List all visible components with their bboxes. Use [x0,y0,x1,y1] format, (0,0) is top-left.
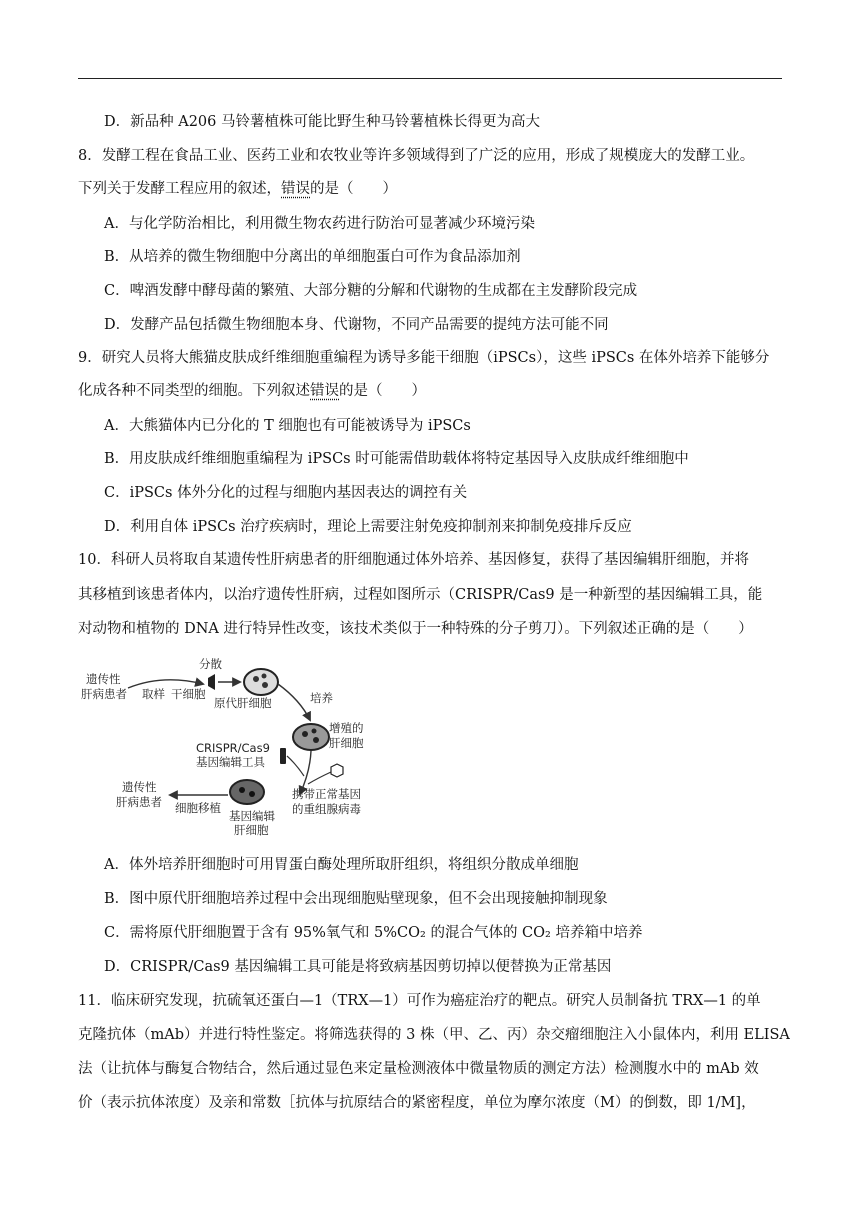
arrow-virus [308,772,331,784]
q9-option-d[interactable]: D．利用自体 iPSCs 治疗疾病时，理论上需要注射免疫抑制剂来抑制免疫排斥反应 [104,519,632,535]
q11-line3: 法（让抗体与酶复合物结合，然后通过显色来定量检测液体中微量物质的测定方法）检测腹水中的 mAb 效 [78,1061,759,1077]
transplant-label: 细胞移植 [175,801,221,815]
q10-option-a[interactable]: A．体外培养肝细胞时可用胃蛋白酶处理所取肝组织，将组织分散成单细胞 [104,857,579,873]
q9-option-a[interactable]: A．大熊猫体内已分化的 T 细胞也有可能被诱导为 iPSCs [104,418,471,434]
q10-stem-line2: 其移植到该患者体内，以治疗遗传性肝病，过程如图所示（CRISPR/Cas9 是一种新型的基因编辑工具，能 [78,587,763,603]
proliferated-label-b: 肝细胞 [329,736,364,750]
q11-line1: 11．临床研究发现，抗硫氧还蛋白—1（TRX—1）可作为癌症治疗的靶点。研究人员制备抗 TRX—1 的单 [78,993,761,1009]
arrow-crispr [287,756,304,776]
q8-option-d[interactable]: D．发酵产品包括微生物细胞本身、代谢物，不同产品需要的提纯方法可能不同 [104,317,609,333]
q8-stem-line2: 下列关于发酵工程应用的叙述，错误的是（ ） [78,181,397,197]
q9-stem-line2: 化成各种不同类型的细胞。下列叙述错误的是（ ） [78,383,426,399]
q8-option-c[interactable]: C．啤酒发酵中酵母菌的繁殖、大部分糖的分解和代谢物的生成都在主发酵阶段完成 [104,283,638,299]
arrow-culture [278,684,310,720]
q9-option-b[interactable]: B．用皮肤成纤维细胞重编程为 iPSCs 时可能需借助载体将特定基因导入皮肤成纤维细胞中 [104,451,689,467]
crispr-label-a: CRISPR/Cas9 [196,741,270,755]
q8-option-b[interactable]: B．从培养的微生物细胞中分离出的单细胞蛋白可作为食品添加剂 [104,249,521,265]
q7-option-d[interactable]: D．新品种 A206 马铃薯植株可能比野生种马铃薯植株长得更为高大 [104,114,540,130]
header-rule [78,78,782,79]
edited-dish-icon [230,780,264,804]
sampling-label: 取样 [142,687,165,701]
patient-label-1b: 肝病患者 [81,687,127,701]
patient-label-2a: 遗传性 [122,780,157,794]
q10-option-b[interactable]: B．图中原代肝细胞培养过程中会出现细胞贴壁现象，但不会出现接触抑制现象 [104,891,608,907]
emphasis-wrong: 错误 [310,383,339,399]
q8-stem-line1: 8．发酵工程在食品工业、医药工业和农牧业等许多领域得到了广泛的应用，形成了规模庞大的发酵工业。 [78,148,755,164]
q8-option-a[interactable]: A．与化学防治相比，利用微生物农药进行防治可显著减少环境污染 [104,216,535,232]
virus-icon [331,764,343,777]
patient-label-2b: 肝病患者 [116,795,162,809]
q10-stem-line3: 对动物和植物的 DNA 进行特异性改变，该技术类似于一种特殊的分子剪刀）。下列叙述正确的是（ ） [78,621,753,637]
gene-editing-diagram [78,652,408,842]
q9-option-c[interactable]: C．iPSCs 体外分化的过程与细胞内基因表达的调控有关 [104,485,468,501]
culture-label: 培养 [310,691,333,705]
proliferated-dish-icon [293,724,329,750]
patient-label-1a: 遗传性 [86,672,121,686]
edited-label-a: 基因编辑 [229,809,275,823]
q10-option-c[interactable]: C．需将原代肝细胞置于含有 95%氧气和 5%CO₂ 的混合气体的 CO₂ 培养箱中培养 [104,925,643,941]
edited-label-b: 肝细胞 [234,823,269,837]
virus-label-b: 的重组腺病毒 [292,802,361,816]
emphasis-wrong: 错误 [281,181,310,197]
virus-label-a: 携带正常基因 [292,787,361,801]
disperse-label: 分散 [199,657,222,671]
crispr-label-b: 基因编辑工具 [196,755,265,769]
q9-stem-line1: 9．研究人员将大熊猫皮肤成纤维细胞重编程为诱导多能干细胞（iPSCs），这些 iPSCs 在体外培养下能够分 [78,350,770,366]
q10-option-d[interactable]: D．CRISPR/Cas9 基因编辑工具可能是将致病基因剪切掉以便替换为正常基因 [104,959,612,975]
primary-dish-icon [244,669,278,695]
q11-line4: 价（表示抗体浓度）及亲和常数［抗体与抗原结合的紧密程度，单位为摩尔浓度（M）的倒数，即 1/M]， [78,1095,756,1111]
crispr-tool-icon [280,748,286,764]
stem-cell-label: 干细胞 [171,687,206,701]
q11-line2: 克隆抗体（mAb）并进行特性鉴定。将筛选获得的 3 株（甲、乙、丙）杂交瘤细胞注入小鼠体内，利用 ELISA [78,1027,790,1043]
proliferated-label-a: 增殖的 [329,721,364,735]
stem-cell-icon [208,674,215,690]
q10-stem-line1: 10．科研人员将取自某遗传性肝病患者的肝细胞通过体外培养、基因修复，获得了基因编辑肝细胞，并将 [78,552,749,568]
primary-cell-label: 原代肝细胞 [214,696,272,710]
